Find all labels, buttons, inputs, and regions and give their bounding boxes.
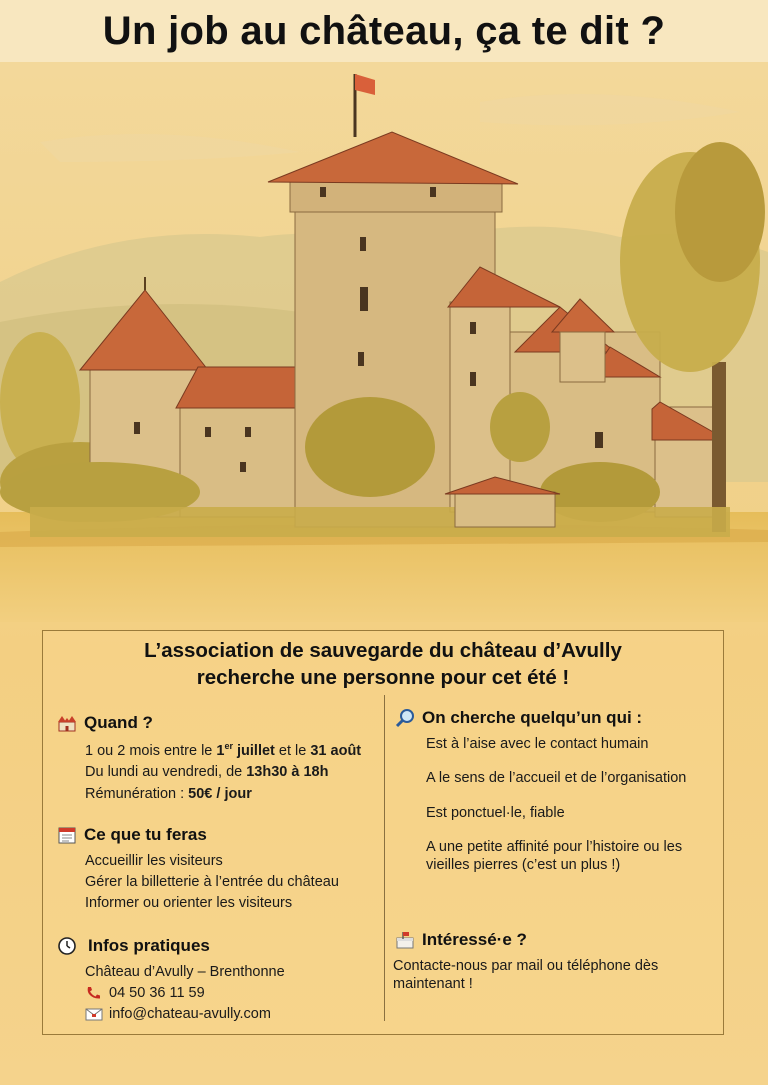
section-quand-title [57, 713, 153, 733]
quand-line-1 [85, 741, 361, 759]
column-divider [384, 695, 385, 1021]
section-infos-title [57, 936, 210, 956]
phone-icon [85, 985, 103, 1001]
interesse-line-1: Contacte-nous par mail ou téléphone dès [393, 958, 659, 974]
headline-line-2: recherche une personne pour cet été ! [196, 666, 570, 689]
castle-icon [57, 713, 77, 733]
tache-item: Informer ou orienter les visiteurs [85, 895, 293, 911]
info-box [42, 630, 724, 1035]
quand-line-2 [85, 764, 328, 780]
headline [43, 637, 723, 691]
clock-icon [57, 936, 77, 956]
quand-l3-pre: Rémunération : [85, 786, 189, 802]
profil-item: vieilles pierres (c’est un plus !) [426, 857, 621, 873]
profil-item: Est ponctuel·le, fiable [426, 805, 565, 821]
profil-item: A une petite affinité pour l’histoire ou les [426, 839, 683, 855]
tache-item: Accueillir les visiteurs [85, 853, 223, 869]
castle-illustration [0, 62, 768, 622]
quand-l1-pre: 1 ou 2 mois entre le [85, 742, 217, 759]
tache-item: Gérer la billetterie à l’entrée du château [85, 874, 339, 890]
quand-date-start-day: 1 [216, 742, 225, 759]
quand-date-start-month: juillet [232, 742, 275, 759]
quand-date-start [216, 743, 275, 759]
section-profil-label: On cherche quelqu’un qui : [422, 708, 643, 727]
poster-title: Un job au château, ça te dit ? [102, 8, 666, 53]
title-bar [0, 0, 768, 62]
profil-item: Est à l’aise avec le contact humain [426, 736, 649, 752]
section-taches-label: Ce que tu feras [84, 825, 207, 844]
section-profil-title [395, 708, 642, 728]
magnifier-icon [395, 708, 415, 728]
quand-line-3 [85, 786, 252, 802]
headline-line-1: L’association de sauvegarde du château d’Avully [144, 639, 622, 662]
interesse-line-2: maintenant ! [393, 976, 473, 992]
phone-line [85, 985, 205, 1001]
section-taches-title [57, 825, 207, 845]
calendar-icon [57, 825, 77, 845]
section-infos-label: Infos pratiques [88, 936, 210, 955]
profil-item: A le sens de l’accueil et de l’organisation [426, 770, 687, 786]
quand-pay: 50€ / jour [188, 786, 252, 802]
email-address[interactable]: info@chateau-avully.com [109, 1006, 271, 1022]
quand-l1-mid: et le [274, 742, 311, 759]
address: Château d’Avully – Brenthonne [85, 964, 285, 980]
section-interesse-title [395, 930, 527, 950]
envelope-icon [85, 1007, 103, 1021]
quand-l2-pre: Du lundi au vendredi, de [85, 764, 247, 780]
quand-hours: 13h30 à 18h [246, 764, 329, 780]
section-quand-label: Quand ? [84, 713, 153, 732]
quand-date-end: 31 août [310, 742, 362, 759]
mailbox-icon [395, 930, 415, 950]
section-interesse-label: Intéressé·e ? [422, 930, 527, 949]
phone-number[interactable]: 04 50 36 11 59 [109, 985, 205, 1001]
quand-date-start-sup: er [224, 741, 233, 751]
email-line [85, 1006, 271, 1022]
